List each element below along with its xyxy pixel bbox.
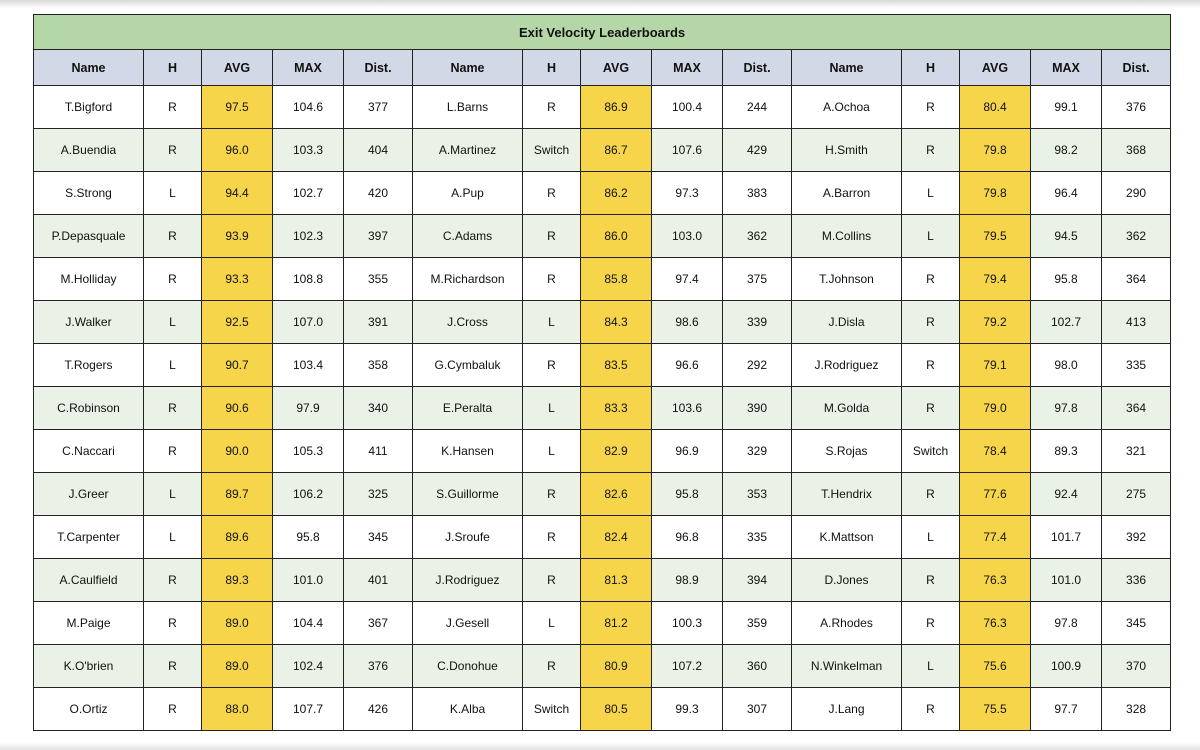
cell-max: 103.6 xyxy=(652,387,723,430)
cell-max: 103.4 xyxy=(273,344,344,387)
cell-h: R xyxy=(902,86,960,129)
cell-dist: 360 xyxy=(723,645,792,688)
cell-dist: 364 xyxy=(1102,387,1171,430)
cell-name: J.Lang xyxy=(792,688,902,731)
cell-h: R xyxy=(144,559,202,602)
cell-name: A.Caulfield xyxy=(34,559,144,602)
cell-name: A.Pup xyxy=(413,172,523,215)
table-row xyxy=(34,559,1171,602)
cell-dist: 329 xyxy=(723,430,792,473)
cell-h: R xyxy=(523,516,581,559)
cell-name: J.Gesell xyxy=(413,602,523,645)
cell-dist: 367 xyxy=(344,602,413,645)
cell-dist: 362 xyxy=(1102,215,1171,258)
cell-avg: 84.3 xyxy=(581,301,652,344)
cell-max: 94.5 xyxy=(1031,215,1102,258)
cell-name: S.Rojas xyxy=(792,430,902,473)
cell-avg: 79.1 xyxy=(960,344,1031,387)
cell-h: R xyxy=(902,258,960,301)
cell-h: L xyxy=(523,430,581,473)
cell-dist: 275 xyxy=(1102,473,1171,516)
cell-max: 98.6 xyxy=(652,301,723,344)
cell-h: Switch xyxy=(902,430,960,473)
column-header-row xyxy=(34,50,1171,86)
cell-dist: 376 xyxy=(1102,86,1171,129)
table-row xyxy=(34,258,1171,301)
cell-max: 107.2 xyxy=(652,645,723,688)
cell-name: J.Disla xyxy=(792,301,902,344)
cell-dist: 404 xyxy=(344,129,413,172)
cell-name: A.Rhodes xyxy=(792,602,902,645)
cell-name: N.Winkelman xyxy=(792,645,902,688)
cell-h: L xyxy=(902,516,960,559)
cell-avg: 90.7 xyxy=(202,344,273,387)
cell-avg: 76.3 xyxy=(960,602,1031,645)
table-row xyxy=(34,86,1171,129)
cell-name: C.Donohue xyxy=(413,645,523,688)
cell-avg: 89.7 xyxy=(202,473,273,516)
column-header-avg: AVG xyxy=(960,50,1031,86)
cell-dist: 244 xyxy=(723,86,792,129)
cell-dist: 411 xyxy=(344,430,413,473)
cell-name: A.Martinez xyxy=(413,129,523,172)
cell-dist: 355 xyxy=(344,258,413,301)
cell-dist: 345 xyxy=(1102,602,1171,645)
cell-dist: 375 xyxy=(723,258,792,301)
cell-avg: 82.6 xyxy=(581,473,652,516)
cell-h: Switch xyxy=(523,129,581,172)
cell-max: 101.0 xyxy=(1031,559,1102,602)
cell-dist: 290 xyxy=(1102,172,1171,215)
cell-h: R xyxy=(902,559,960,602)
cell-h: R xyxy=(523,172,581,215)
cell-h: L xyxy=(902,172,960,215)
leaderboard-table xyxy=(33,14,1171,731)
cell-max: 99.3 xyxy=(652,688,723,731)
cell-h: R xyxy=(144,215,202,258)
cell-avg: 78.4 xyxy=(960,430,1031,473)
cell-dist: 328 xyxy=(1102,688,1171,731)
cell-h: R xyxy=(523,645,581,688)
cell-max: 100.3 xyxy=(652,602,723,645)
cell-max: 95.8 xyxy=(652,473,723,516)
page-edge-bottom xyxy=(0,742,1200,750)
cell-max: 99.1 xyxy=(1031,86,1102,129)
cell-h: L xyxy=(902,215,960,258)
cell-name: K.Mattson xyxy=(792,516,902,559)
cell-name: M.Richardson xyxy=(413,258,523,301)
cell-dist: 325 xyxy=(344,473,413,516)
cell-avg: 86.0 xyxy=(581,215,652,258)
cell-dist: 376 xyxy=(344,645,413,688)
cell-h: R xyxy=(144,430,202,473)
cell-max: 105.3 xyxy=(273,430,344,473)
cell-avg: 94.4 xyxy=(202,172,273,215)
column-header-avg: AVG xyxy=(581,50,652,86)
cell-name: C.Naccari xyxy=(34,430,144,473)
cell-name: T.Johnson xyxy=(792,258,902,301)
cell-h: R xyxy=(144,129,202,172)
cell-h: R xyxy=(523,559,581,602)
cell-max: 102.7 xyxy=(273,172,344,215)
cell-name: H.Smith xyxy=(792,129,902,172)
cell-avg: 80.4 xyxy=(960,86,1031,129)
column-header-name: Name xyxy=(34,50,144,86)
cell-dist: 368 xyxy=(1102,129,1171,172)
column-header-max: MAX xyxy=(1031,50,1102,86)
title-row xyxy=(34,15,1171,50)
cell-h: L xyxy=(523,301,581,344)
cell-name: J.Cross xyxy=(413,301,523,344)
cell-h: R xyxy=(902,473,960,516)
cell-avg: 89.6 xyxy=(202,516,273,559)
cell-avg: 86.9 xyxy=(581,86,652,129)
column-header-avg: AVG xyxy=(202,50,273,86)
cell-max: 106.2 xyxy=(273,473,344,516)
cell-dist: 420 xyxy=(344,172,413,215)
cell-max: 100.9 xyxy=(1031,645,1102,688)
table-row xyxy=(34,602,1171,645)
table-row xyxy=(34,215,1171,258)
cell-avg: 79.4 xyxy=(960,258,1031,301)
column-header-name: Name xyxy=(413,50,523,86)
cell-dist: 336 xyxy=(1102,559,1171,602)
cell-dist: 394 xyxy=(723,559,792,602)
table-row xyxy=(34,172,1171,215)
cell-h: R xyxy=(144,688,202,731)
cell-h: R xyxy=(144,645,202,688)
cell-name: T.Carpenter xyxy=(34,516,144,559)
cell-avg: 81.3 xyxy=(581,559,652,602)
cell-avg: 79.0 xyxy=(960,387,1031,430)
cell-avg: 80.9 xyxy=(581,645,652,688)
cell-max: 107.7 xyxy=(273,688,344,731)
cell-max: 102.3 xyxy=(273,215,344,258)
cell-name: C.Robinson xyxy=(34,387,144,430)
cell-h: R xyxy=(902,301,960,344)
cell-h: R xyxy=(144,258,202,301)
cell-name: A.Buendia xyxy=(34,129,144,172)
cell-h: Switch xyxy=(523,688,581,731)
cell-avg: 76.3 xyxy=(960,559,1031,602)
cell-dist: 362 xyxy=(723,215,792,258)
cell-h: R xyxy=(523,473,581,516)
cell-h: R xyxy=(902,602,960,645)
cell-max: 100.4 xyxy=(652,86,723,129)
cell-avg: 92.5 xyxy=(202,301,273,344)
cell-max: 89.3 xyxy=(1031,430,1102,473)
cell-dist: 391 xyxy=(344,301,413,344)
cell-h: R xyxy=(523,344,581,387)
cell-h: L xyxy=(144,473,202,516)
cell-h: R xyxy=(144,602,202,645)
cell-name: J.Greer xyxy=(34,473,144,516)
cell-name: J.Rodriguez xyxy=(413,559,523,602)
cell-max: 97.4 xyxy=(652,258,723,301)
cell-dist: 335 xyxy=(723,516,792,559)
cell-name: S.Strong xyxy=(34,172,144,215)
cell-max: 98.2 xyxy=(1031,129,1102,172)
cell-dist: 426 xyxy=(344,688,413,731)
table-row xyxy=(34,516,1171,559)
table-body xyxy=(34,86,1171,731)
cell-dist: 370 xyxy=(1102,645,1171,688)
column-header-dist: Dist. xyxy=(1102,50,1171,86)
cell-dist: 413 xyxy=(1102,301,1171,344)
cell-h: R xyxy=(902,129,960,172)
cell-avg: 83.3 xyxy=(581,387,652,430)
cell-max: 97.9 xyxy=(273,387,344,430)
cell-avg: 75.5 xyxy=(960,688,1031,731)
cell-dist: 383 xyxy=(723,172,792,215)
cell-name: J.Sroufe xyxy=(413,516,523,559)
cell-h: L xyxy=(523,602,581,645)
cell-max: 96.6 xyxy=(652,344,723,387)
cell-max: 108.8 xyxy=(273,258,344,301)
table-title: Exit Velocity Leaderboards xyxy=(34,15,1171,50)
cell-max: 95.8 xyxy=(273,516,344,559)
table-row xyxy=(34,645,1171,688)
cell-name: C.Adams xyxy=(413,215,523,258)
cell-max: 96.4 xyxy=(1031,172,1102,215)
cell-max: 97.7 xyxy=(1031,688,1102,731)
cell-dist: 401 xyxy=(344,559,413,602)
cell-dist: 339 xyxy=(723,301,792,344)
cell-h: R xyxy=(902,387,960,430)
cell-max: 96.9 xyxy=(652,430,723,473)
cell-avg: 79.8 xyxy=(960,129,1031,172)
cell-dist: 392 xyxy=(1102,516,1171,559)
cell-avg: 89.3 xyxy=(202,559,273,602)
cell-name: T.Rogers xyxy=(34,344,144,387)
cell-name: G.Cymbaluk xyxy=(413,344,523,387)
cell-avg: 90.6 xyxy=(202,387,273,430)
cell-max: 101.0 xyxy=(273,559,344,602)
cell-name: L.Barns xyxy=(413,86,523,129)
cell-dist: 321 xyxy=(1102,430,1171,473)
cell-name: A.Ochoa xyxy=(792,86,902,129)
table-row xyxy=(34,129,1171,172)
table-row xyxy=(34,473,1171,516)
column-header-max: MAX xyxy=(273,50,344,86)
cell-max: 104.6 xyxy=(273,86,344,129)
column-header-h: H xyxy=(144,50,202,86)
cell-h: R xyxy=(144,86,202,129)
cell-dist: 397 xyxy=(344,215,413,258)
cell-avg: 82.9 xyxy=(581,430,652,473)
cell-name: M.Golda xyxy=(792,387,902,430)
cell-avg: 90.0 xyxy=(202,430,273,473)
cell-name: K.Alba xyxy=(413,688,523,731)
cell-avg: 79.2 xyxy=(960,301,1031,344)
cell-max: 98.9 xyxy=(652,559,723,602)
cell-name: P.Depasquale xyxy=(34,215,144,258)
cell-name: J.Rodriguez xyxy=(792,344,902,387)
column-header-dist: Dist. xyxy=(723,50,792,86)
cell-h: L xyxy=(902,645,960,688)
cell-h: L xyxy=(144,172,202,215)
cell-name: S.Guillorme xyxy=(413,473,523,516)
cell-dist: 335 xyxy=(1102,344,1171,387)
column-header-h: H xyxy=(523,50,581,86)
cell-avg: 79.8 xyxy=(960,172,1031,215)
cell-name: E.Peralta xyxy=(413,387,523,430)
cell-avg: 81.2 xyxy=(581,602,652,645)
cell-avg: 82.4 xyxy=(581,516,652,559)
cell-avg: 88.0 xyxy=(202,688,273,731)
cell-max: 92.4 xyxy=(1031,473,1102,516)
cell-avg: 80.5 xyxy=(581,688,652,731)
cell-dist: 353 xyxy=(723,473,792,516)
cell-h: R xyxy=(523,215,581,258)
column-header-dist: Dist. xyxy=(344,50,413,86)
table-row xyxy=(34,387,1171,430)
cell-name: D.Jones xyxy=(792,559,902,602)
table-row xyxy=(34,688,1171,731)
cell-h: R xyxy=(523,258,581,301)
column-header-h: H xyxy=(902,50,960,86)
cell-max: 103.0 xyxy=(652,215,723,258)
cell-dist: 358 xyxy=(344,344,413,387)
cell-max: 97.8 xyxy=(1031,387,1102,430)
column-header-max: MAX xyxy=(652,50,723,86)
cell-max: 95.8 xyxy=(1031,258,1102,301)
cell-name: K.Hansen xyxy=(413,430,523,473)
cell-dist: 292 xyxy=(723,344,792,387)
cell-dist: 364 xyxy=(1102,258,1171,301)
cell-avg: 89.0 xyxy=(202,602,273,645)
cell-dist: 429 xyxy=(723,129,792,172)
table-row xyxy=(34,301,1171,344)
cell-name: M.Paige xyxy=(34,602,144,645)
cell-max: 98.0 xyxy=(1031,344,1102,387)
cell-h: L xyxy=(144,301,202,344)
cell-name: J.Walker xyxy=(34,301,144,344)
cell-max: 107.0 xyxy=(273,301,344,344)
page-edge-top xyxy=(0,0,1200,8)
cell-max: 104.4 xyxy=(273,602,344,645)
cell-avg: 89.0 xyxy=(202,645,273,688)
cell-name: K.O'brien xyxy=(34,645,144,688)
cell-avg: 93.9 xyxy=(202,215,273,258)
column-header-name: Name xyxy=(792,50,902,86)
cell-max: 102.4 xyxy=(273,645,344,688)
cell-dist: 377 xyxy=(344,86,413,129)
cell-max: 101.7 xyxy=(1031,516,1102,559)
cell-max: 103.3 xyxy=(273,129,344,172)
cell-dist: 390 xyxy=(723,387,792,430)
cell-dist: 359 xyxy=(723,602,792,645)
cell-name: M.Collins xyxy=(792,215,902,258)
cell-avg: 77.6 xyxy=(960,473,1031,516)
cell-h: R xyxy=(902,344,960,387)
cell-name: T.Bigford xyxy=(34,86,144,129)
cell-dist: 307 xyxy=(723,688,792,731)
cell-dist: 345 xyxy=(344,516,413,559)
cell-max: 97.3 xyxy=(652,172,723,215)
cell-avg: 96.0 xyxy=(202,129,273,172)
table-row xyxy=(34,344,1171,387)
cell-avg: 86.7 xyxy=(581,129,652,172)
cell-h: R xyxy=(902,688,960,731)
cell-avg: 83.5 xyxy=(581,344,652,387)
cell-name: M.Holliday xyxy=(34,258,144,301)
cell-avg: 86.2 xyxy=(581,172,652,215)
cell-h: L xyxy=(523,387,581,430)
cell-avg: 77.4 xyxy=(960,516,1031,559)
cell-max: 96.8 xyxy=(652,516,723,559)
cell-h: L xyxy=(144,344,202,387)
cell-avg: 85.8 xyxy=(581,258,652,301)
cell-avg: 97.5 xyxy=(202,86,273,129)
table-row xyxy=(34,430,1171,473)
cell-avg: 93.3 xyxy=(202,258,273,301)
cell-avg: 79.5 xyxy=(960,215,1031,258)
cell-name: A.Barron xyxy=(792,172,902,215)
cell-dist: 340 xyxy=(344,387,413,430)
cell-name: O.Ortiz xyxy=(34,688,144,731)
cell-max: 97.8 xyxy=(1031,602,1102,645)
cell-max: 102.7 xyxy=(1031,301,1102,344)
cell-name: T.Hendrix xyxy=(792,473,902,516)
cell-max: 107.6 xyxy=(652,129,723,172)
cell-h: L xyxy=(144,516,202,559)
cell-avg: 75.6 xyxy=(960,645,1031,688)
cell-h: R xyxy=(523,86,581,129)
cell-h: R xyxy=(144,387,202,430)
